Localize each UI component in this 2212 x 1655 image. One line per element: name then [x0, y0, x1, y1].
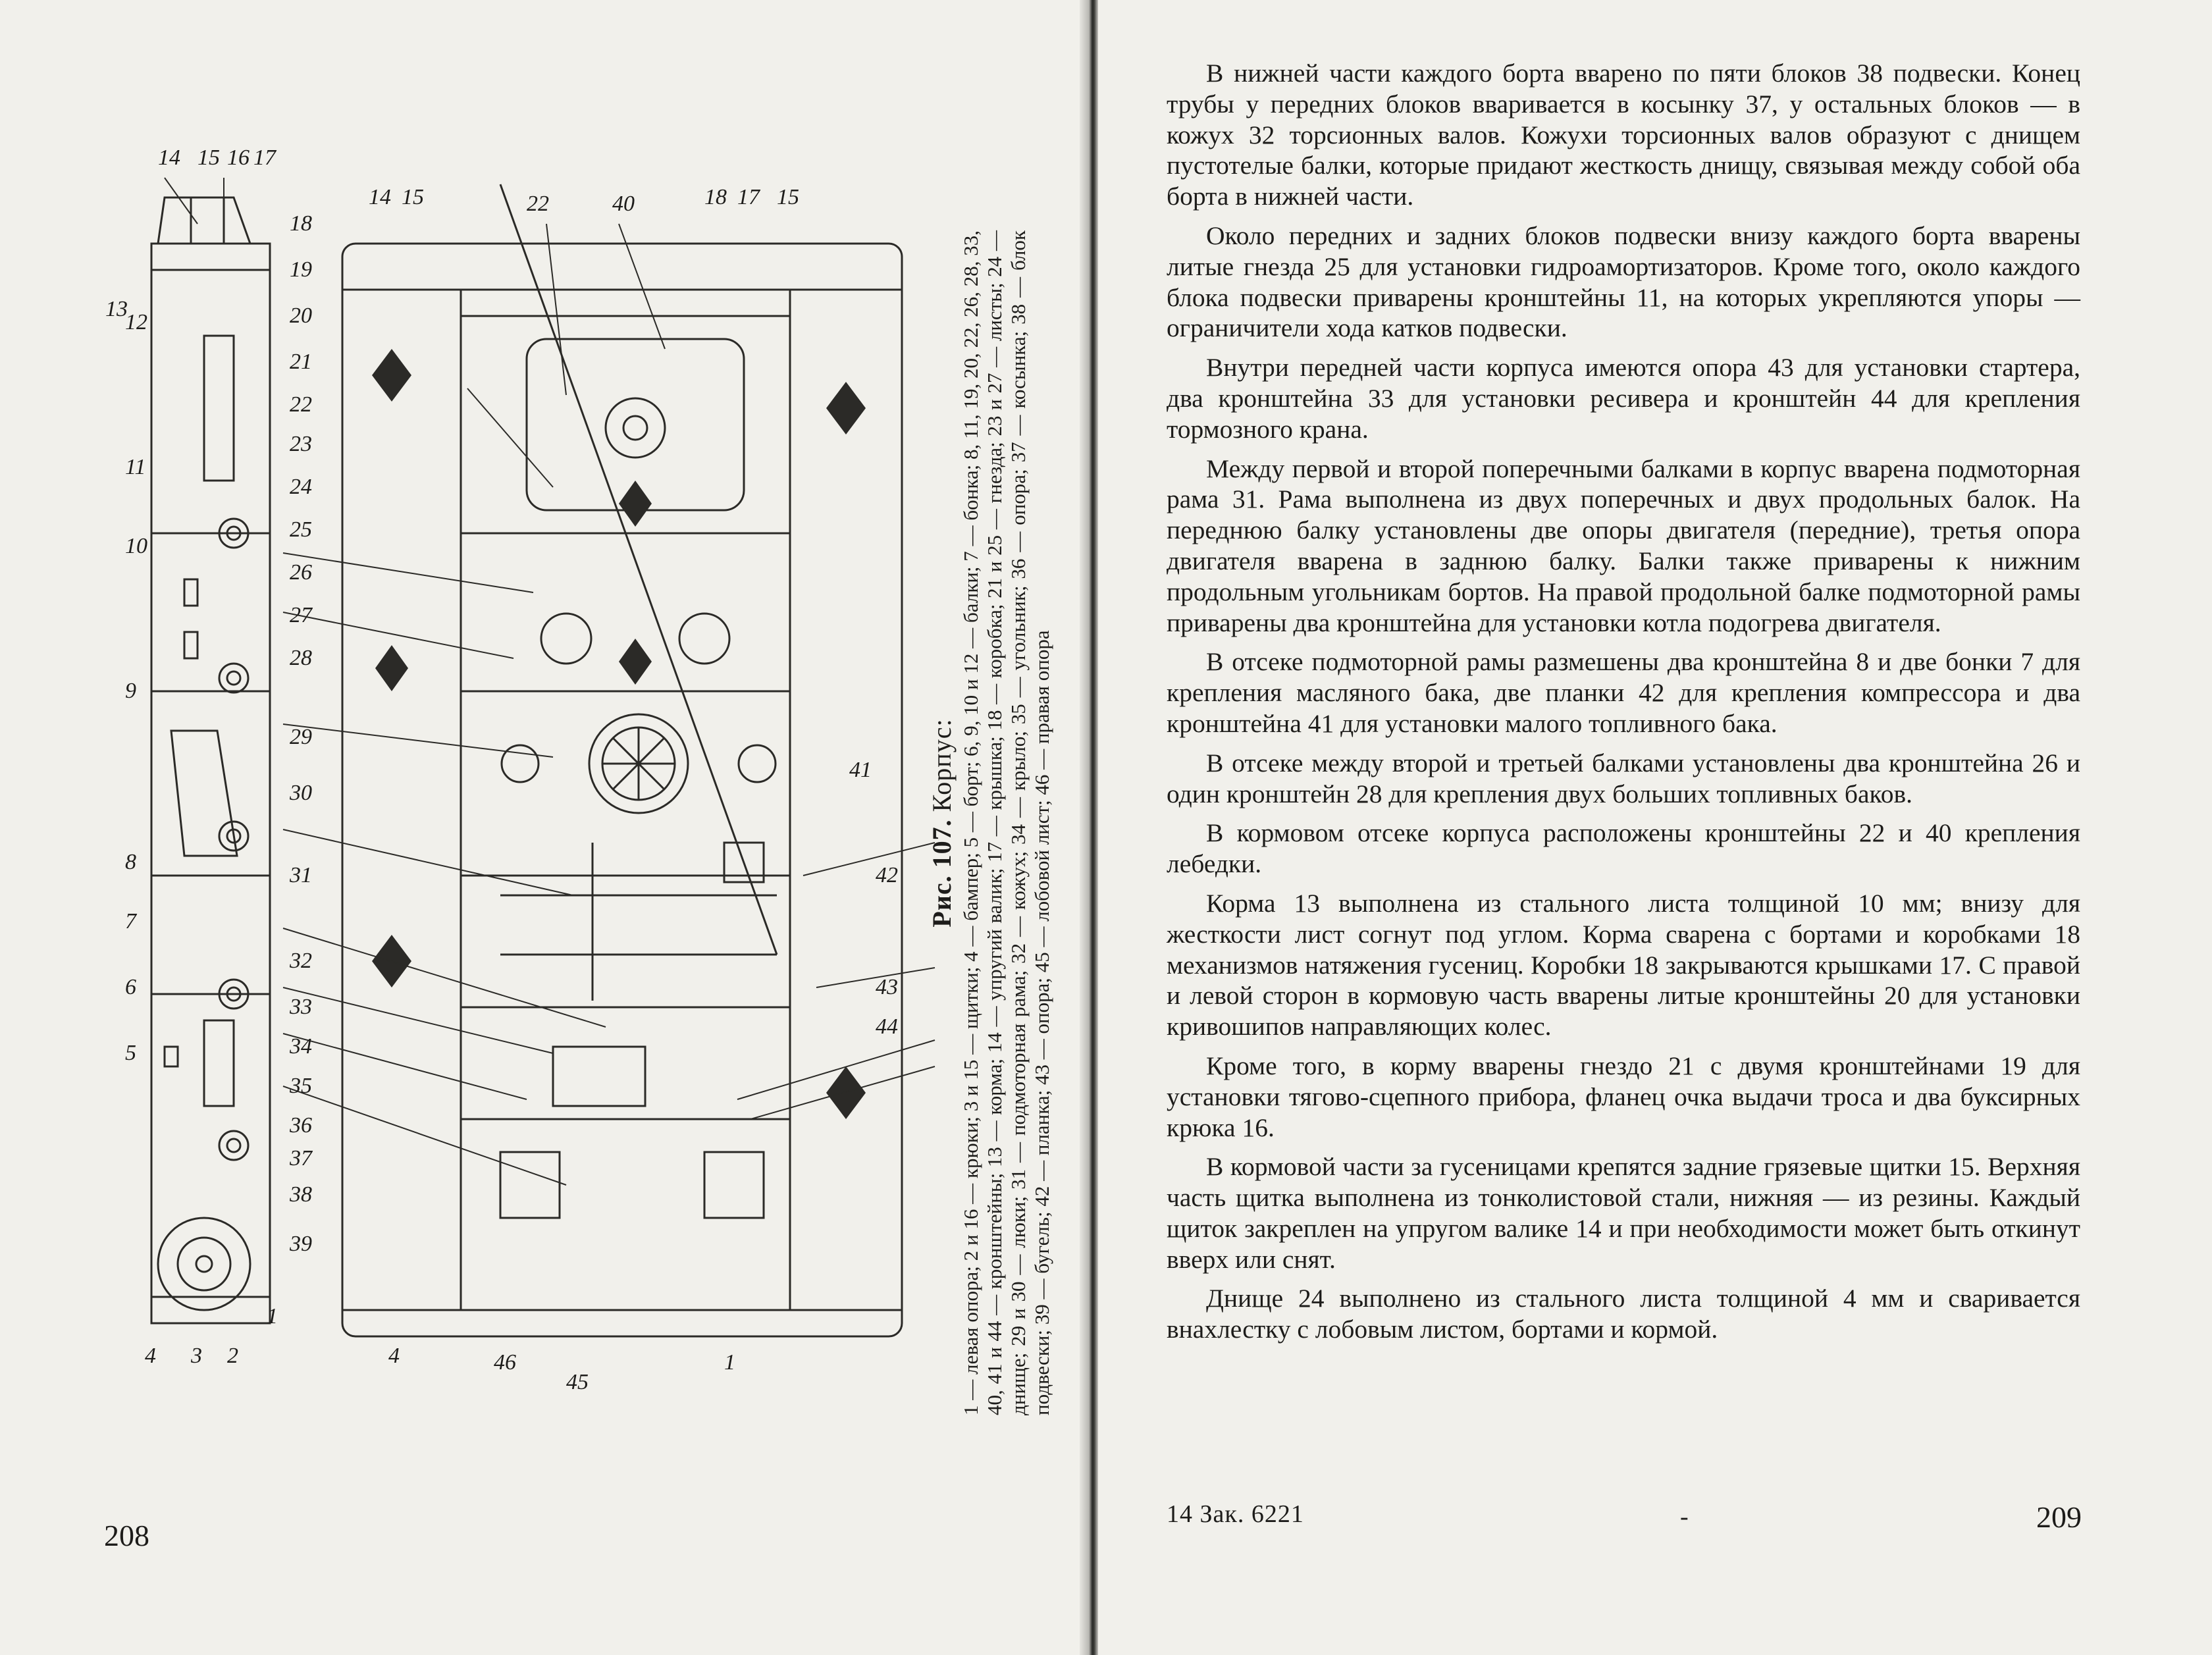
- svg-text:39: 39: [290, 1232, 312, 1256]
- svg-text:11: 11: [125, 455, 146, 479]
- paragraph: Корма 13 выполнена из стального листа толщиной 10 мм; внизу для жесткости лист согнут под углом. Корма сварена с бортами и коробками 18 механизмов натяжения гусениц. Коробки 18 закрываются крышками 17. С правой и левой сторон в кормовую часть вварены литые кронштейны 20 для установки кривошипов направляющих колес.: [1167, 888, 2080, 1041]
- svg-text:9: 9: [125, 679, 136, 703]
- svg-text:37: 37: [290, 1146, 312, 1170]
- svg-text:44: 44: [876, 1014, 898, 1039]
- svg-text:18: 18: [704, 185, 727, 209]
- svg-text:45: 45: [566, 1370, 589, 1394]
- figure-label: Рис. 107.: [927, 819, 957, 928]
- svg-text:22: 22: [527, 192, 549, 216]
- svg-text:6: 6: [125, 975, 136, 999]
- page-number-right: 209: [2036, 1500, 2082, 1534]
- svg-text:4: 4: [388, 1344, 400, 1368]
- svg-text:5: 5: [125, 1041, 136, 1065]
- footer-mark: -: [1680, 1503, 1689, 1531]
- plan-view: [342, 184, 902, 1336]
- side-view: [151, 197, 270, 1323]
- svg-text:33: 33: [290, 995, 312, 1019]
- paragraph: В кормовом отсеке корпуса расположены кронштейны 22 и 40 крепления лебедки.: [1167, 818, 2080, 879]
- paragraph: В отсеке подмоторной рамы размешены два кронштейна 8 и две бонки 7 для крепления масляного бака, две планки 42 для крепления компрессора и два кронштейна 41 для установки малого топливного бака.: [1167, 647, 2080, 738]
- page-number-left: 208: [104, 1519, 149, 1552]
- svg-text:36: 36: [290, 1113, 312, 1138]
- svg-text:13: 13: [105, 297, 128, 321]
- svg-text:16: 16: [227, 145, 250, 170]
- svg-text:25: 25: [290, 517, 312, 542]
- paragraph: В кормовой части за гусеницами крепятся задние грязевые щитки 15. Верхняя часть щитка выполнена из тонколистовой стали, нижняя — из резины. Каждый щиток закреплен на упругом валике 14 и при необходимости может быть откинут вверх или снят.: [1167, 1152, 2080, 1274]
- paragraph: В нижней части каждого борта вварено по пяти блоков 38 подвески. Конец трубы у передних блоков вваривается в косынку 37, у остальных блоков — в кожух 32 торсионных валов. Кожухи торсионных валов образуют с днищем пустотелые балки, которые придают жесткость днищу, связывая между собой оба борта в нижней части.: [1167, 59, 2080, 211]
- hull-drawing: [92, 145, 1001, 1415]
- svg-text:30: 30: [290, 781, 312, 805]
- svg-text:40: 40: [612, 192, 635, 216]
- svg-text:14: 14: [158, 145, 180, 170]
- svg-text:1: 1: [724, 1350, 735, 1375]
- svg-text:26: 26: [290, 560, 312, 585]
- svg-text:23: 23: [290, 432, 312, 456]
- svg-text:18: 18: [290, 211, 312, 236]
- printer-signature: 14 Зак. 6221: [1167, 1500, 1304, 1528]
- left-page: [0, 0, 1090, 1655]
- svg-text:38: 38: [290, 1182, 312, 1207]
- svg-text:15: 15: [198, 145, 220, 170]
- svg-text:8: 8: [125, 850, 136, 874]
- paragraph: Внутри передней части корпуса имеются опора 43 для установки стартера, два кронштейна 33 для установки ресивера и кронштейн 44 для крепления тормозного крана.: [1167, 353, 2080, 444]
- paragraph: В отсеке между второй и третьей балками установлены два кронштейна 26 и один кронштейн 28 для крепления двух больших топливных баков.: [1167, 748, 2080, 808]
- svg-text:10: 10: [125, 534, 147, 558]
- paragraph: Между первой и второй поперечными балками в корпус вварена подмоторная рама 31. Рама выполнена из двух поперечных и двух продольных балок. На переднюю балку установлены две опоры двигателя (передние), третья опора двигателя вварена в заднюю балку. Балки также приварены к нижним продольным угольникам бортов. На правой продольной балке подмоторной рамы приварены два кронштейна для установки котла подогрева двигателя.: [1167, 454, 2080, 637]
- svg-text:15: 15: [402, 185, 424, 209]
- svg-text:15: 15: [777, 185, 799, 209]
- svg-text:31: 31: [290, 863, 312, 887]
- svg-text:3: 3: [191, 1344, 202, 1368]
- svg-text:17: 17: [737, 185, 760, 209]
- figure-legend: 1 — левая опора; 2 и 16 — крюки; 3 и 15 — щитки; 4 — бампер; 5 — борт; 6, 9, 10 и 12 — балки; 7 — бонка; 8, 11, 19, 20, 22, 26, 28, 33, 40, 41 и 44 — кронштейны; 13 — корма; 14 — упругий валик; 17 — крышка; 18 — коробка; 21 и 25 — гнезда; 23 и 27 — листы; 24 — днище; 29 и 30 — люки; 31 — подмоторная рама; 32 — кожух; 34 — крыло; 35 — угольник; 36 — опора; 37 — косынка; 38 — блок подвески; 39 — бугель; 42 — планка; 43 — опора; 45 — лобовой лист; 46 — правая опора: [959, 230, 1053, 1415]
- svg-text:32: 32: [290, 949, 312, 973]
- paragraph: Кроме того, в корму вварены гнездо 21 с двумя кронштейнами 19 для установки тягово-сцепного прибора, фланец очка выдачи троса и два буксирных крюка 16.: [1167, 1051, 2080, 1142]
- svg-text:1: 1: [267, 1304, 278, 1328]
- svg-text:27: 27: [290, 603, 312, 627]
- svg-text:28: 28: [290, 646, 312, 670]
- svg-text:42: 42: [876, 863, 898, 887]
- svg-text:35: 35: [290, 1074, 312, 1098]
- svg-text:4: 4: [145, 1344, 156, 1368]
- svg-text:12: 12: [125, 310, 147, 334]
- svg-text:46: 46: [494, 1350, 516, 1375]
- paragraph: Днище 24 выполнено из стального листа толщиной 4 мм и сваривается внахлестку с лобовым листом, бортами и кормой.: [1167, 1284, 2080, 1344]
- svg-text:19: 19: [290, 257, 312, 282]
- paragraph: Около передних и задних блоков подвески внизу каждого борта вварены литые гнезда 25 для установки гидроамортизаторов. Кроме того, около каждого блока подвески приварены кронштейны 11, на которых укрепляются упоры — ограничители хода катков подвески.: [1167, 221, 2080, 343]
- svg-text:7: 7: [125, 909, 136, 933]
- svg-text:20: 20: [290, 303, 312, 328]
- svg-text:41: 41: [849, 758, 872, 782]
- hull-figure: [92, 145, 1001, 1415]
- svg-text:24: 24: [290, 475, 312, 499]
- svg-text:43: 43: [876, 975, 898, 999]
- svg-text:34: 34: [290, 1034, 312, 1059]
- svg-text:21: 21: [290, 350, 312, 374]
- figure-caption: [927, 230, 1054, 1415]
- figure-title-text: Корпус:: [927, 718, 957, 812]
- body-text: [1167, 58, 2080, 1353]
- svg-text:17: 17: [253, 145, 276, 170]
- svg-text:22: 22: [290, 392, 312, 417]
- svg-text:2: 2: [227, 1344, 238, 1368]
- svg-text:14: 14: [369, 185, 391, 209]
- svg-text:29: 29: [290, 725, 312, 749]
- figure-title: [927, 230, 957, 1415]
